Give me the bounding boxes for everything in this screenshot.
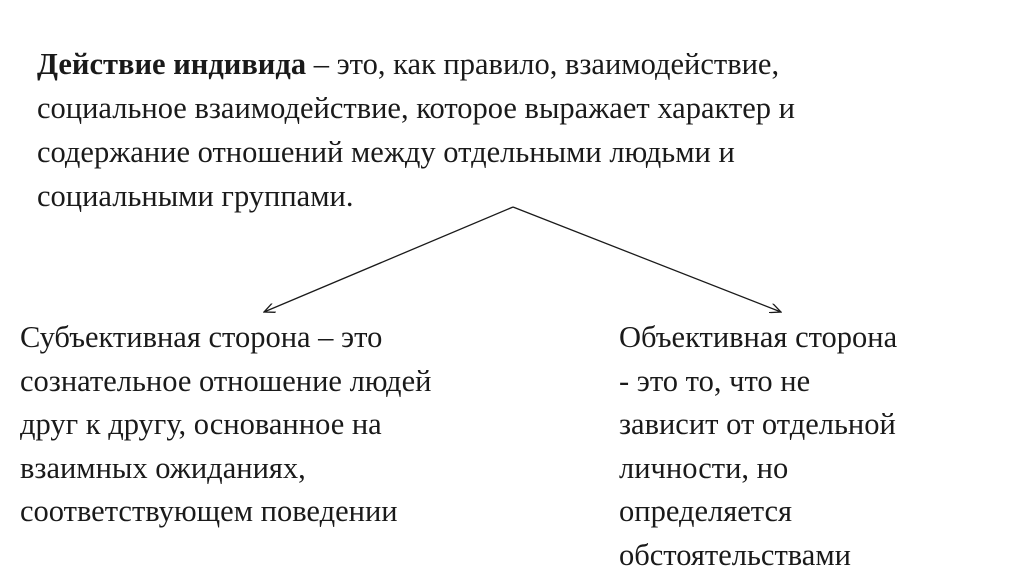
objective-line: зависит от отдельной (619, 403, 949, 447)
subjective-side-text (20, 316, 500, 534)
objective-line: - это то, что не (619, 360, 949, 404)
objective-line: определяется (619, 490, 949, 534)
subjective-line: Субъективная сторона – это (20, 316, 500, 360)
arrow-to-objective (513, 207, 781, 312)
subjective-line: друг к другу, основанное на (20, 403, 500, 447)
subjective-line: сознательное отношение людей (20, 360, 500, 404)
subjective-line: взаимных ожиданиях, (20, 447, 500, 491)
objective-line: Объективная сторона (619, 316, 949, 360)
objective-line: личности, но (619, 447, 949, 491)
definition-line-4: социальными группами. (37, 174, 937, 218)
objective-line: обстоятельствами (619, 534, 949, 577)
arrow-to-subjective (264, 207, 513, 312)
definition-term: Действие индивида (37, 47, 306, 81)
subjective-line: соответствующем поведении (20, 490, 500, 534)
objective-side-text (619, 316, 949, 577)
definition-rest: – это, как правило, взаимодействие, (306, 47, 779, 81)
definition-line-2: социальное взаимодействие, которое выражает характер и (37, 86, 937, 130)
definition-line-3: содержание отношений между отдельными людьми и (37, 130, 937, 174)
